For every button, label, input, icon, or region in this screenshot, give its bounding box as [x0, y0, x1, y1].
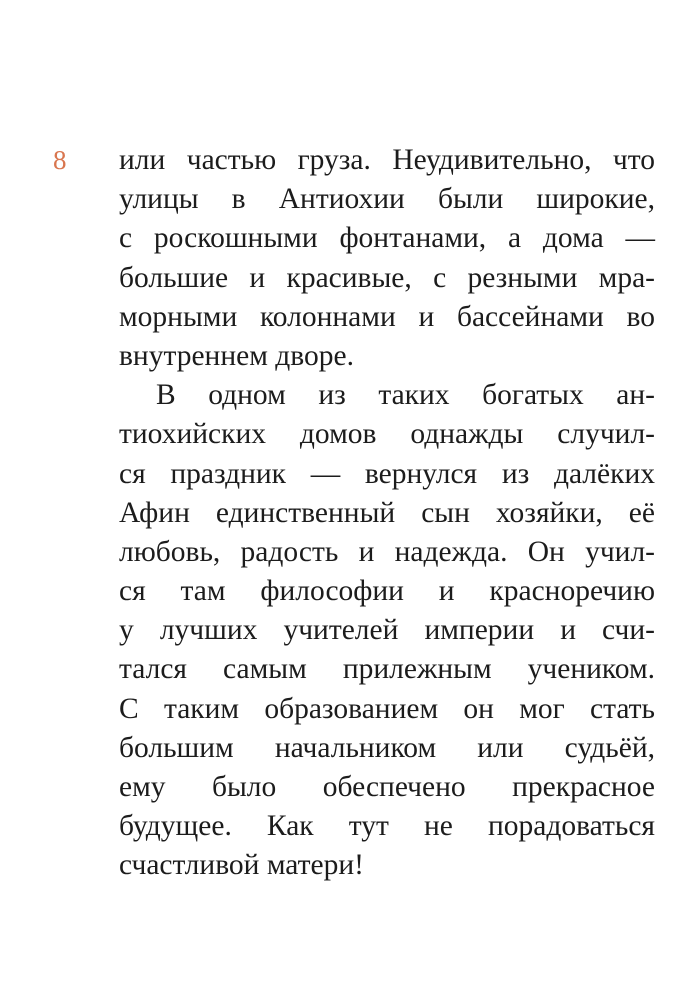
text-line: у лучших учителей империи и счи-: [119, 614, 655, 647]
text-line: С таким образованием он мог стать: [119, 692, 655, 725]
text-line: Афин единственный сын хозяйки, её: [119, 496, 655, 529]
paragraph-1: [119, 141, 655, 376]
text-line: будущее. Как тут не порадоваться: [119, 810, 655, 843]
page-number: 8: [53, 145, 67, 175]
text-line: счастливой матери!: [119, 849, 364, 882]
text-line: тиохийских домов однажды случил-: [119, 418, 655, 451]
text-line: любовь, радость и надежда. Он учил-: [119, 535, 655, 568]
text-line: ему было обеспечено прекрасное: [119, 771, 655, 803]
text-line: улицы в Антиохии были широкие,: [119, 183, 655, 216]
text-line: большим начальником или судьёй,: [119, 731, 655, 764]
text-line: В одном из таких богатых ан-: [156, 379, 655, 412]
text-line: тался самым прилежным учеником.: [119, 653, 655, 686]
text-line: внутреннем дворе.: [119, 339, 354, 372]
text-line: морными колоннами и бассейнами во: [119, 300, 655, 333]
body-text: [119, 141, 655, 886]
text-line: ся там философии и красноречию: [119, 575, 655, 608]
text-line: большие и красивые, с резными мра-: [119, 261, 655, 294]
paragraph-2: [119, 376, 655, 885]
text-line: с роскошными фонтанами, а дома —: [119, 222, 655, 255]
text-line: или частью груза. Неудивительно, что: [119, 144, 655, 176]
text-line: ся праздник — вернулся из далёких: [119, 457, 655, 490]
